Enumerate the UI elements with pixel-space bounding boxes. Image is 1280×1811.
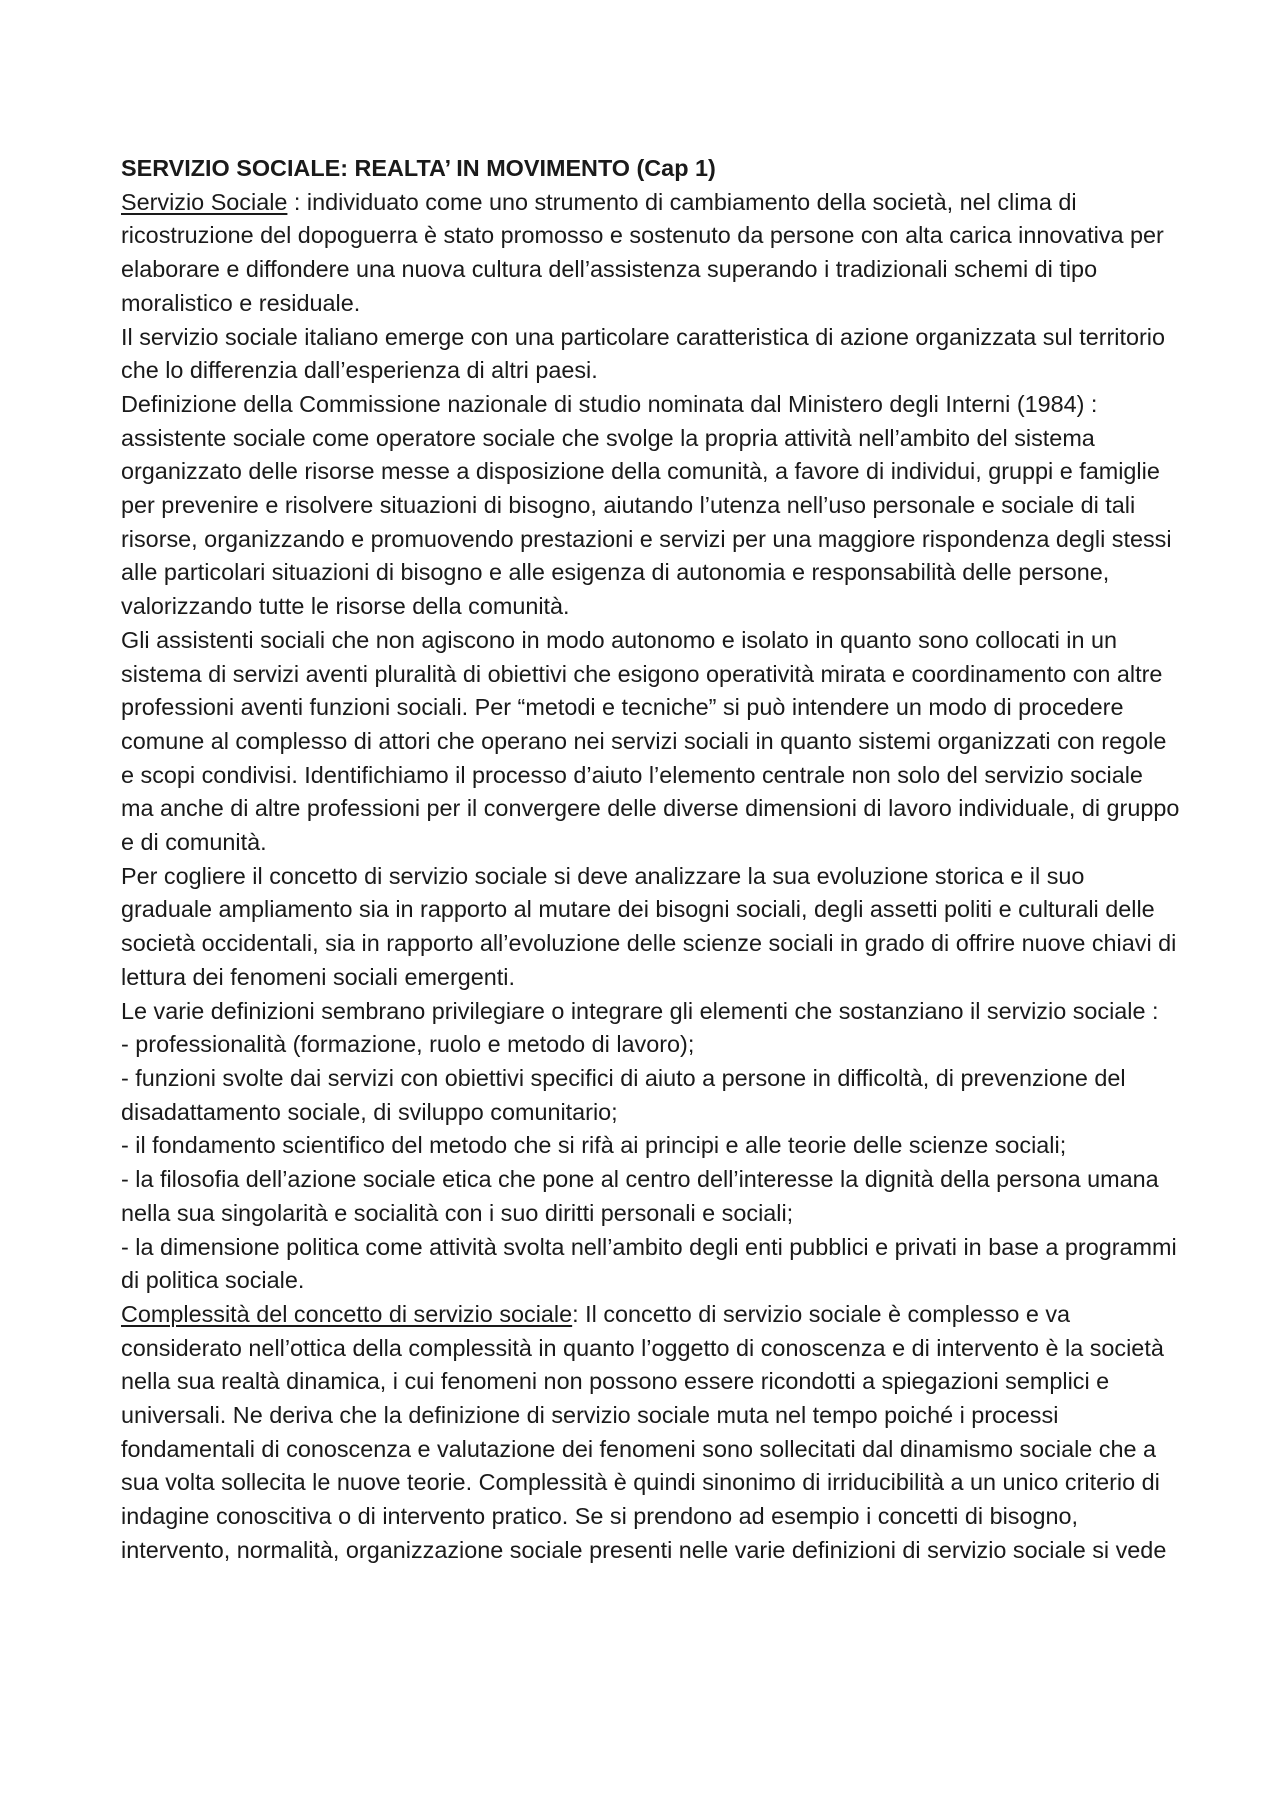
intro-paragraph [121,186,1181,321]
elements-list [121,1028,1181,1298]
complexity-paragraph [121,1298,1181,1568]
paragraph-definitions: Le varie definizioni sembrano privilegiare o integrare gli elementi che sostanziano il servizio sociale : [121,997,1159,1024]
list-item: - professionalità (formazione, ruolo e metodo di lavoro); [121,1031,695,1058]
list-item: - il fondamento scientifico del metodo che si rifà ai principi e alle teorie delle scienze sociali; [121,1132,1067,1159]
paragraph-definition: Definizione della Commissione nazionale di studio nominata dal Ministero degli Interni (1984) : assistente sociale come operatore sociale che svolge la propria attività nell’ambito del sistema organizzato delle risorse messe a disposizione della comunità, a favore di individui, gruppi e famiglie per prevenire e risolvere situazioni di bisogno, aiutando l’utenza nell’uso personale e sociale di tali risorse, organizzando e promuovendo prestazioni e servizi per una maggiore rispondenza degli stessi alle particolari situazioni di bisogno e alle esigenza di autonomia e responsabilità delle persone, valorizzando tutte le risorse della comunità. [121,390,1172,620]
document-title: SERVIZIO SOCIALE: REALTA’ IN MOVIMENTO (Cap 1) [121,155,716,181]
intro-term: Servizio Sociale [121,188,288,215]
list-item: - la filosofia dell’azione sociale etica che pone al centro dell’interesse la dignità della persona umana nella sua singolarità e socialità con i suo diritti personali e sociali; [121,1166,1159,1226]
paragraph-assistants: Gli assistenti sociali che non agiscono in modo autonomo e isolato in quanto sono collocati in un sistema di servizi aventi pluralità di obiettivi che esigono operatività mirata e coordinamento con altre professioni aventi funzioni sociali. Per “metodi e tecniche” si può intendere un modo di procedere comune al complesso di attori che operano nei servizi sociali in quanto sistemi organizzati con regole e scopi condivisi. Identifichiamo il processo d’aiuto l’elemento centrale non solo del servizio sociale ma anche di altre professioni per il convergere delle diverse dimensioni di lavoro individuale, di gruppo e di comunità. [121,626,1180,856]
paragraph-territory: Il servizio sociale italiano emerge con una particolare caratteristica di azione organizzata sul territorio che lo differenzia dall’esperienza di altri paesi. [121,323,1165,384]
document-body [121,152,1181,1568]
list-item: - la dimensione politica come attività svolta nell’ambito degli enti pubblici e privati in base a programmi di politica sociale. [121,1233,1177,1294]
list-item: - funzioni svolte dai servizi con obiettivi specifici di aiuto a persone in difficoltà, di prevenzione del disadattamento sociale, di sviluppo comunitario; [121,1064,1126,1125]
complexity-text: : Il concetto di servizio sociale è complesso e va considerato nell’ottica della complessità in quanto l’oggetto di conoscenza e di intervento è la società nella sua realtà dinamica, i cui fenomeni non possono essere ricondotti a spiegazioni semplici e universali. Ne deriva che la definizione di servizio sociale muta nel tempo poiché i processi fondamentali di conoscenza e valutazione dei fenomeni sono sollecitati dal dinamismo sociale che a sua volta sollecita le nuove teorie. Complessità è quindi sinonimo di irriducibilità a un unico criterio di indagine conoscitiva o di intervento pratico. Se si prendono ad esempio i concetti di bisogno, intervento, normalità, organizzazione sociale presenti nelle varie definizioni di servizio sociale si vede [121,1300,1167,1563]
complexity-term: Complessità del concetto di servizio sociale [121,1300,573,1327]
intro-text: : individuato come uno strumento di cambiamento della società, nel clima di ricostruzione del dopoguerra è stato promosso e sostenuto da persone con alta carica innovativa per elaborare e diffondere una nuova cultura dell’assistenza superando i tradizionali schemi di tipo moralistico e residuale. [121,188,1164,316]
paragraph-evolution: Per cogliere il concetto di servizio sociale si deve analizzare la sua evoluzione storica e il suo graduale ampliamento sia in rapporto al mutare dei bisogni sociali, degli assetti politi e culturali delle società occidentali, sia in rapporto all’evoluzione delle scienze sociali in grado di offrire nuove chiavi di lettura dei fenomeni sociali emergenti. [121,862,1177,990]
